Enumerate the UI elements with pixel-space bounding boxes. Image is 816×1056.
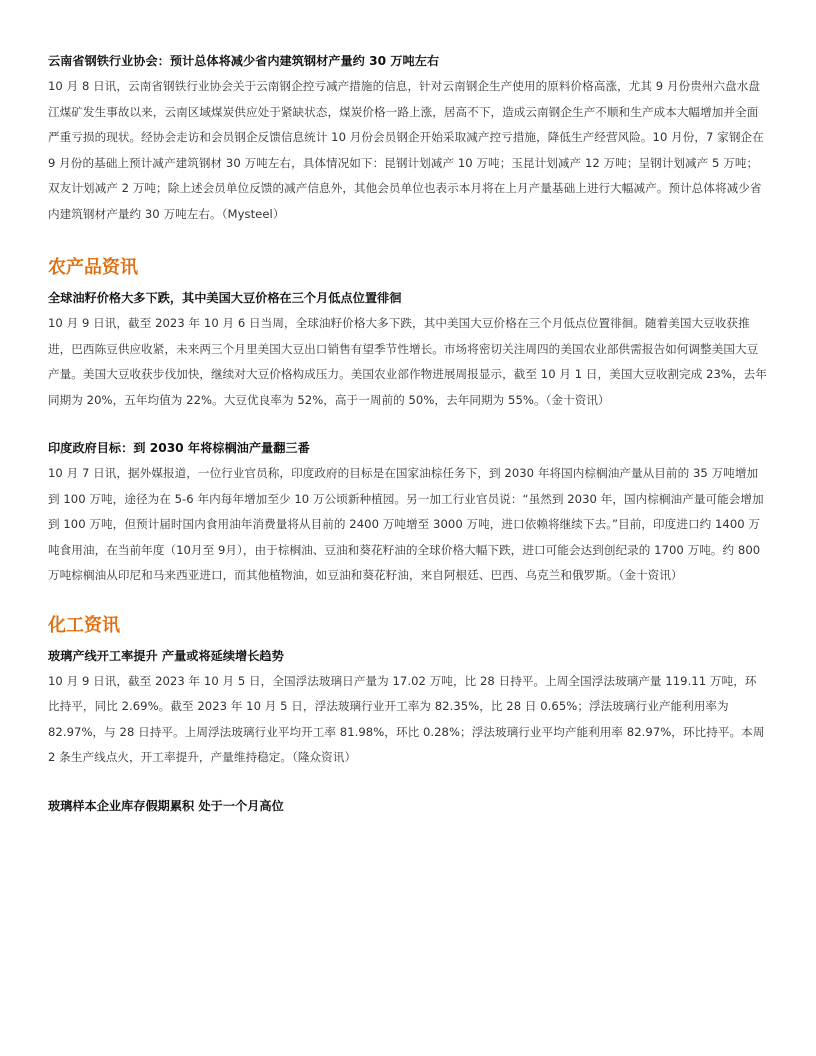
article-yunnan-steel xyxy=(48,50,768,227)
article-title: 全球油籽价格大多下跌，其中美国大豆价格在三个月低点位置徘徊 xyxy=(48,291,402,305)
article-india-palm-oil xyxy=(48,437,768,589)
article-body: 10 月 9 日讯，截至 2023 年 10 月 6 日当周，全球油籽价格大多下跌，其中美国大豆价格在三个月低点位置徘徊。随着美国大豆收获推进，巴西陈豆供应收紧，未来两三个月里美国大豆出口销售有望季节性增长。市场将密切关注周四的美国农业部供需报告如何调整美国大豆产量。美国大豆收获步伐加快，继续对大豆价格构成压力。美国农业部作物进展周报显示，截至 10 月 1 日，美国大豆收割完成 23%，去年同期为 20%，五年均值为 22%。大豆优良率为 52%，高于一周前的 50%，去年同期为 55%。（金十资讯） xyxy=(48,316,767,407)
section-title-agriculture: 农产品资讯 xyxy=(48,257,138,278)
article-body: 10 月 8 日讯，云南省钢铁行业协会关于云南钢企控亏减产措施的信息，针对云南钢企生产使用的原料价格高涨，尤其 9 月份贵州六盘水盘江煤矿发生事故以来，云南区域煤炭供应处于紧缺状态，煤炭价格一路上涨，居高不下，造成云南钢企生产不顺和生产成本大幅增加并全面严重亏损的现状。经协会走访和会员钢企反馈信息统计 10 月份会员钢企开始采取减产控亏措施，降低生产经营风险。10 月份，7 家钢企在 9 月份的基础上预计减产建筑钢材 30 万吨左右，具体情况如下：昆钢计划减产 10 万吨；玉昆计划减产 12 万吨；呈钢计划减产 5 万吨；双友计划减产 2 万吨；除上述会员单位反馈的减产信息外，其他会员单位也表示本月将在上月产量基础上进行大幅减产。预计总体将减少省内建筑钢材产量约 30 万吨左右。（Mysteel） xyxy=(48,79,764,221)
article-body: 10 月 9 日讯，截至 2023 年 10 月 5 日，全国浮法玻璃日产量为 17.02 万吨，比 28 日持平。上周全国浮法玻璃产量 119.11 万吨，环比持平，同比 2.69%。截至 2023 年 10 月 5 日，浮法玻璃行业开工率为 82.35%，比 28 日 0.65%；浮法玻璃行业产能利用率为 82.97%，与 28 日持平。上周浮法玻璃行业平均开工率 81.98%，环比 0.28%；浮法玻璃行业平均产能利用率 82.97%，环比持平。本周 2 条生产线点火，开工率提升，产量维持稳定。（隆众资讯） xyxy=(48,673,765,764)
section-title-chemical: 化工资讯 xyxy=(48,614,120,636)
article-glass-production xyxy=(48,645,768,771)
article-title: 玻璃产线开工率提升 产量或将延续增长趋势 xyxy=(48,648,284,663)
article-title: 云南省钢铁行业协会：预计总体将减少省内建筑钢材产量约 30 万吨左右 xyxy=(48,54,440,68)
article-title: 玻璃样本企业库存假期累积 处于一个月高位 xyxy=(48,798,284,813)
article-body: 10 月 7 日讯，据外媒报道，一位行业官员称，印度政府的目标是在国家油棕任务下，到 2030 年将国内棕榈油产量从目前的 35 万吨增加到 100 万吨，途径为在 5-6 年内每年增加至少 10 万公顷新种植园。另一加工行业官员说：“虽然到 2030 年，国内棕榈油产量可能会增加到 100 万吨，但预计届时国内食用油年消费量将从目前的 2400 万吨增至 3000 万吨，进口依赖将继续下去。”目前，印度进口约 1400 万吨食用油，在当前年度（10月至 9月），由于棕榈油、豆油和葵花籽油的全球价格大幅下跌，进口可能会达到创纪录的 1700 万吨。约 800 万吨棕榈油从印尼和马来西亚进口，而其他植物油，如豆油和葵花籽油，来自阿根廷、巴西、乌克兰和俄罗斯。（金十资讯） xyxy=(48,466,764,582)
article-title: 印度政府目标：到 2030 年将棕榈油产量翻三番 xyxy=(48,441,310,455)
article-glass-inventory xyxy=(48,795,768,817)
article-global-oilseeds xyxy=(48,287,768,413)
